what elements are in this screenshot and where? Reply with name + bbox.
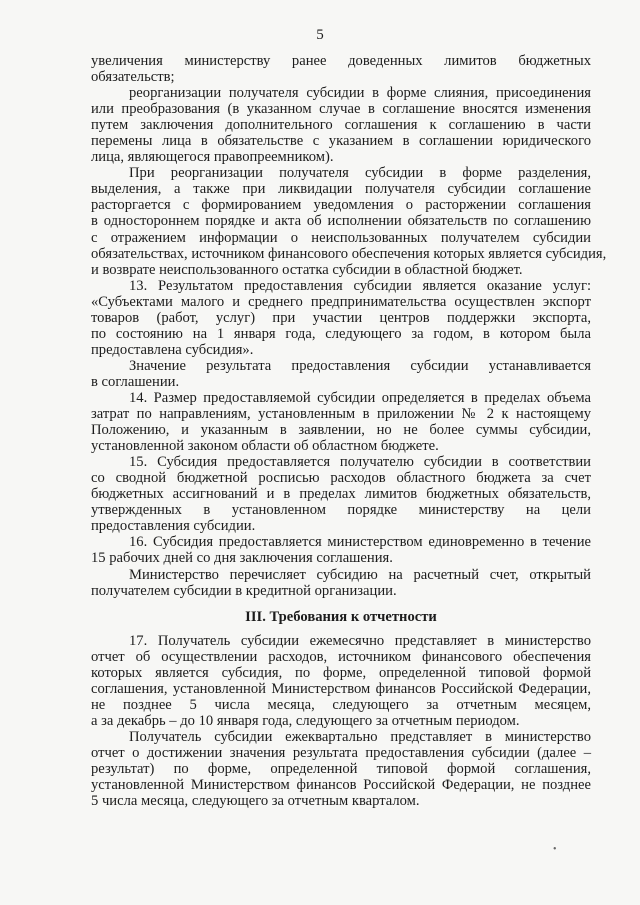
page-number: 5 bbox=[316, 27, 324, 43]
text-line: «Субъектами малого и среднего предпринимательства осуществлен экспорт bbox=[91, 293, 591, 310]
text-line: получателем субсидии в кредитной организации. bbox=[91, 582, 397, 599]
text-line: с отражением информации о неиспользованных получателем субсидии bbox=[91, 229, 591, 246]
text-line: в одностороннем порядке и акта об исполнении обязательств по соглашению bbox=[91, 213, 591, 230]
text-line: При реорганизации получателя субсидии в форме разделения, bbox=[129, 165, 591, 182]
text-line: Положению, и указанным в заявлении, но не более суммы субсидии, bbox=[91, 422, 591, 439]
text-line: отчет о достижении значения результата предоставления субсидии (далее – bbox=[91, 744, 591, 761]
text-line: выделения, а также при ликвидации получателя субсидии соглашение bbox=[91, 181, 591, 198]
text-line: 17. Получатель субсидии ежемесячно представляет в министерство bbox=[129, 632, 591, 649]
text-line: 14. Размер предоставляемой субсидии определяется в пределах объема bbox=[129, 389, 591, 406]
text-line: или преобразования (в указанном случае в соглашение вносятся изменения bbox=[91, 101, 591, 118]
text-line: реорганизации получателя субсидии в форме слияния, присоединения bbox=[129, 85, 591, 102]
text-line: затрат по направлениям, установленным в приложении № 2 к настоящему bbox=[91, 406, 591, 423]
paragraphs-before-heading bbox=[91, 53, 607, 599]
text-line: которых является субсидия, по форме, определенной типовой формой bbox=[91, 664, 591, 681]
text-line: установленной законом области об областном бюджете. bbox=[91, 438, 439, 455]
text-line: в соглашении. bbox=[91, 373, 180, 390]
text-line: Получатель субсидии ежеквартально представляет в министерство bbox=[129, 728, 591, 745]
text-line: не позднее 5 числа месяца, следующего за отчетным месяцем, bbox=[91, 696, 591, 713]
text-line: 16. Субсидия предоставляется министерством единовременно в течение bbox=[129, 534, 591, 551]
text-line: увеличения министерству ранее доведенных лимитов бюджетных bbox=[91, 53, 591, 69]
text-line: соглашения, установленной Министерством финансов Российской Федерации, bbox=[91, 680, 591, 697]
text-line: расторгается с формированием уведомления о расторжении соглашения bbox=[91, 197, 591, 214]
text-line: обязательствах, источником финансового обеспечения которых является субсидия, bbox=[91, 245, 607, 262]
text-line: Значение результата предоставления субсидии устанавливается bbox=[129, 357, 591, 374]
text-line: и возврате неиспользованного остатка субсидии в областной бюджет. bbox=[91, 261, 523, 278]
text-line: предоставлена субсидия». bbox=[91, 341, 254, 358]
text-line: утвержденных в установленном порядке министерству на цели bbox=[91, 502, 591, 519]
text-line: путем заключения дополнительного соглашения к соглашению в части bbox=[91, 117, 591, 134]
text-line: со сводной бюджетной росписью расходов областного бюджета за счет bbox=[91, 470, 591, 487]
text-line: перемены лица в обязательстве с указанием в соглашении юридического bbox=[91, 133, 591, 150]
text-line: а за декабрь – до 10 января года, следующего за отчетным периодом. bbox=[91, 712, 520, 729]
document-body bbox=[91, 53, 607, 810]
text-line: установленной Министерством финансов Российской Федерации, не позднее bbox=[91, 777, 591, 794]
text-line: товаров (работ, услуг) при участии центров поддержки экспорта, bbox=[91, 309, 591, 326]
text-line: обязательств; bbox=[91, 69, 175, 86]
text-line: Министерство перечисляет субсидию на расчетный счет, открытый bbox=[129, 566, 591, 583]
text-line: лица, являющегося правопреемником). bbox=[91, 149, 334, 166]
text-line: предоставления субсидии. bbox=[91, 518, 256, 535]
text-line: бюджетных ассигнований и в пределах лимитов бюджетных обязательств, bbox=[91, 486, 591, 503]
text-line: по состоянию на 1 января года, следующего за годом, в котором была bbox=[91, 325, 591, 342]
text-line: 13. Результатом предоставления субсидии является оказание услуг: bbox=[129, 277, 591, 294]
section-heading: III. Требования к отчетности bbox=[245, 608, 437, 625]
text-line: 15. Субсидия предоставляется получателю субсидии в соответствии bbox=[129, 454, 591, 471]
text-line: 5 числа месяца, следующего за отчетным кварталом. bbox=[91, 793, 420, 810]
text-line: 15 рабочих дней со дня заключения соглашения. bbox=[91, 550, 393, 567]
scan-speck: • bbox=[553, 844, 557, 855]
paragraphs-after-heading bbox=[91, 633, 591, 810]
text-line: отчет об осуществлении расходов, источником финансового обеспечения bbox=[91, 648, 591, 665]
text-line: результат) по форме, определенной типовой формой соглашения, bbox=[91, 760, 591, 777]
